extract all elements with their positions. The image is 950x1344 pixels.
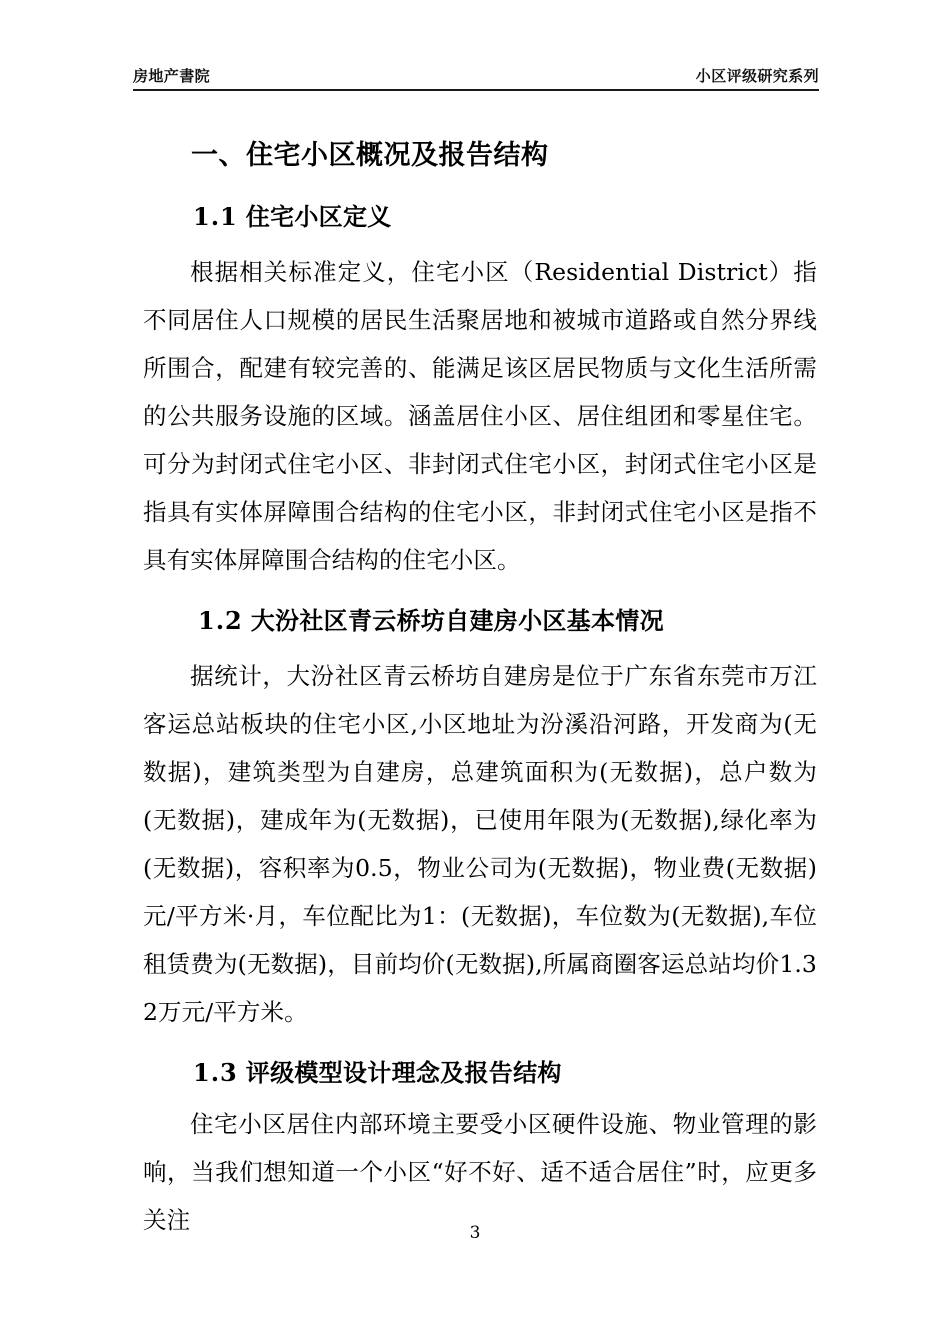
chapter-heading: 一、住宅小区概况及报告结构 <box>191 140 549 171</box>
section-title-text-1-3: 评级模型设计理念及报告结构 <box>245 1059 562 1087</box>
section-heading-1-2 <box>198 584 817 646</box>
section-heading-1-1 <box>193 180 817 242</box>
section-heading-1-3 <box>193 1036 817 1098</box>
header-left-label: 房地产書院 <box>133 67 211 85</box>
section-title-text-1-2: 大汾社区青云桥坊自建房小区基本情况 <box>250 607 664 635</box>
section-number-1-2: 1.2 <box>198 606 243 635</box>
paragraph-1-2: 据统计，大汾社区青云桥坊自建房是位于广东省东莞市万江客运总站板块的住宅小区,小区地址为汾溪沿河路，开发商为(无数据)，建筑类型为自建房，总建筑面积为(无数据)，总户数为(无数据)，建成年为(无数据)，已使用年限为(无数据),绿化率为(无数据)，容积率为0.5，物业公司为(无数据)，物业费(无数据)元/平方米·月，车位配比为1：(无数据)，车位数为(无数据),车位租赁费为(无数据)，目前均价(无数据),所属商圈客运总站均价1.32万元/平方米。 <box>143 662 817 1026</box>
paragraph-1-3: 住宅小区居住内部环境主要受小区硬件设施、物业管理的影响，当我们想知道一个小区“好不好、适不适合居住”时，应更多关注 <box>143 1110 817 1234</box>
document-body <box>143 122 817 1244</box>
section-number-1-3: 1.3 <box>193 1058 238 1087</box>
header-right-label: 小区评级研究系列 <box>695 67 819 85</box>
running-header <box>133 66 819 91</box>
page-footer <box>0 1222 950 1244</box>
paragraph-1-1: 根据相关标准定义，住宅小区（Residential District）指不同居住人口规模的居民生活聚居地和被城市道路或自然分界线所围合，配建有较完善的、能满足该区居民物质与文化生活所需的公共服务设施的区域。涵盖居住小区、居住组团和零星住宅。可分为封闭式住宅小区、非封闭式住宅小区，封闭式住宅小区是指具有实体屏障围合结构的住宅小区，非封闭式住宅小区是指不具有实体屏障围合结构的住宅小区。 <box>143 258 817 574</box>
section-title-text-1-1: 住宅小区定义 <box>245 203 392 231</box>
page-number: 3 <box>469 1223 481 1243</box>
section-number-1-1: 1.1 <box>193 202 238 231</box>
